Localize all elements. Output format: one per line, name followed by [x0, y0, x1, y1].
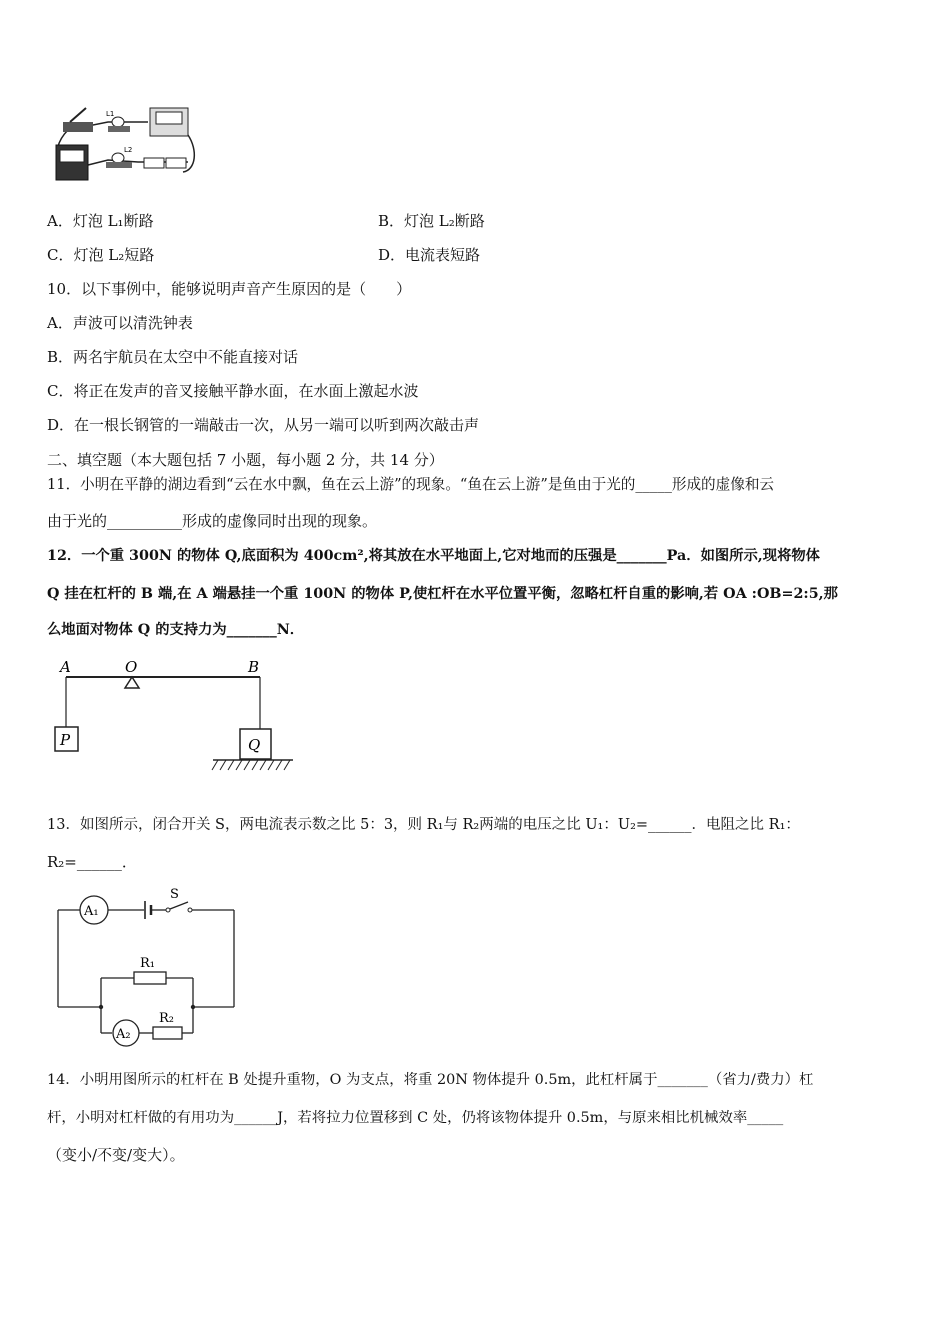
q14-line-2: 杆，小明对杠杆做的有用功为______J，若将拉力位置移到 C 处，仍将该物体提升 0.5m，与原来相比机械效率_____: [47, 1110, 784, 1126]
q14-line-1: 14．小明用图所示的杠杆在 B 处提升重物，O 为支点，将重 20N 物体提升 0.5m，此杠杆属于_______（省力/费力）杠: [47, 1072, 814, 1088]
q12-label-a: A: [60, 658, 71, 676]
q12-label-o: O: [125, 658, 138, 676]
q11-line-2: 由于光的__________形成的虚像同时出现的现象。: [47, 512, 378, 530]
q12-lever-figure: [48, 655, 303, 780]
q9-option-c: C．灯泡 L₂短路: [47, 246, 155, 264]
q12-label-p: P: [60, 731, 71, 749]
q9-option-a: A．灯泡 L₁断路: [47, 212, 154, 230]
q13-label-a2: A₂: [116, 1027, 131, 1042]
q10-option-c: C．将正在发声的音叉接触平静水面，在水面上激起水波: [47, 382, 419, 400]
q13-circuit-figure: [48, 885, 243, 1050]
q9-option-d: D．电流表短路: [378, 246, 481, 264]
q9-label-l1: L1: [106, 110, 115, 118]
q14-line-3: （变小/不变/变大）。: [47, 1146, 185, 1164]
q13-label-r1: R₁: [140, 956, 155, 971]
q11-line-1: 11．小明在平静的湖边看到“云在水中飘，鱼在云上游”的现象。“鱼在云上游”是鱼由于光的_____形成的虚像和云: [47, 476, 775, 493]
q12-label-q: Q: [248, 736, 261, 754]
q9-option-b: B．灯泡 L₂断路: [378, 212, 485, 230]
q13-line-2: R₂=______．: [47, 853, 137, 871]
q13-label-r2: R₂: [159, 1011, 174, 1026]
section-2-heading: 二、填空题（本大题包括 7 小题，每小题 2 分，共 14 分）: [47, 451, 444, 469]
q12-line-1: 12．一个重 300N 的物体 Q,底面积为 400cm²,将其放在水平地面上,它对地而的压强是_______Pa．如图所示,现将物体: [47, 548, 820, 564]
q13-label-s: S: [170, 887, 179, 902]
q12-label-b: B: [248, 658, 260, 676]
q9-label-l2: L2: [124, 146, 133, 154]
q10-option-a: A．声波可以清洗钟表: [47, 314, 193, 332]
q10-option-d: D．在一根长钢管的一端敲击一次，从另一端可以听到两次敲击声: [47, 416, 480, 434]
q13-label-a1: A₁: [84, 904, 99, 919]
q12-line-3: 么地面对物体 Q 的支持力为_______N．: [47, 622, 305, 638]
q13-line-1: 13．如图所示，闭合开关 S，两电流表示数之比 5：3，则 R₁与 R₂两端的电压之比 U₁：U₂=______．电阻之比 R₁：: [47, 817, 800, 833]
q9-circuit-figure: [48, 100, 198, 190]
q10-stem: 10．以下事例中，能够说明声音产生原因的是（ ）: [47, 280, 412, 298]
q10-option-b: B．两名宇航员在太空中不能直接对话: [47, 348, 299, 366]
q12-line-2: Q 挂在杠杆的 B 端,在 A 端悬挂一个重 100N 的物体 P,使杠杆在水平位置平衡，忽略杠杆自重的影响,若 OA :OB=2:5,那: [47, 586, 838, 602]
